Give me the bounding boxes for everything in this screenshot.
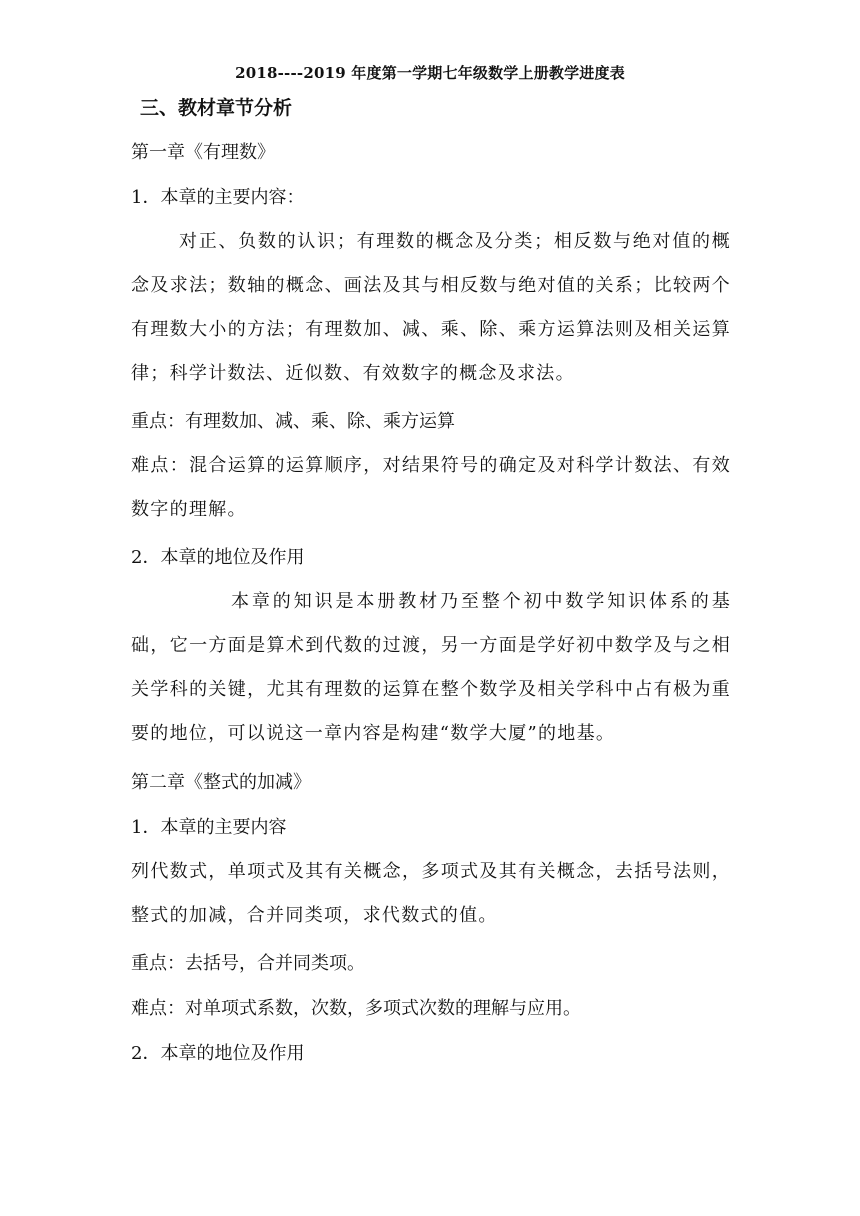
chapter2-position-heading: 2．本章的地位及作用 [131,1043,305,1064]
chapter1-content-heading: 1．本章的主要内容： [131,187,305,208]
chapter2-content-heading: 1．本章的主要内容 [131,817,287,838]
chapter2-difficulty: 难点：对单项式系数，次数，多项式次数的理解与应用。 [131,998,581,1019]
chapter1-title: 第一章《有理数》 [131,142,275,163]
chapter1-position-heading: 2．本章的地位及作用 [131,547,305,568]
chapter2-title: 第二章《整式的加减》 [131,772,311,793]
chapter1-difficulty: 难点：混合运算的运算顺序，对结果符号的确定及对科学计数法、有效数字的理解。 [131,455,731,520]
chapter1-content-text: 对正、负数的认识；有理数的概念及分类；相反数与绝对值的概念及求法；数轴的概念、画法及其与相反数与绝对值的关系；比较两个有理数大小的方法；有理数加、减、乘、除、乘方运算法则及相关运算律；科学计数法、近似数、有效数字的概念及求法。 [131,231,731,384]
chapter2-content-text: 列代数式，单项式及其有关概念，多项式及其有关概念，去括号法则，整式的加减，合并同类项，求代数式的值。 [131,861,731,926]
section-heading: 三、教材章节分析 [140,97,293,119]
document-title: 2018----2019 年度第一学期七年级数学上册教学进度表 [235,64,625,82]
chapter2-key-point: 重点：去括号，合并同类项。 [131,953,365,974]
chapter1-key-point: 重点：有理数加、减、乘、除、乘方运算 [131,411,455,432]
chapter1-position-text: 本章的知识是本册教材乃至整个初中数学知识体系的基础，它一方面是算术到代数的过渡，另一方面是学好初中数学及与之相关学科的关键，尤其有理数的运算在整个数学及相关学科中占有极为重要的地位，可以说这一章内容是构建“数学大厦”的地基。 [131,591,731,744]
